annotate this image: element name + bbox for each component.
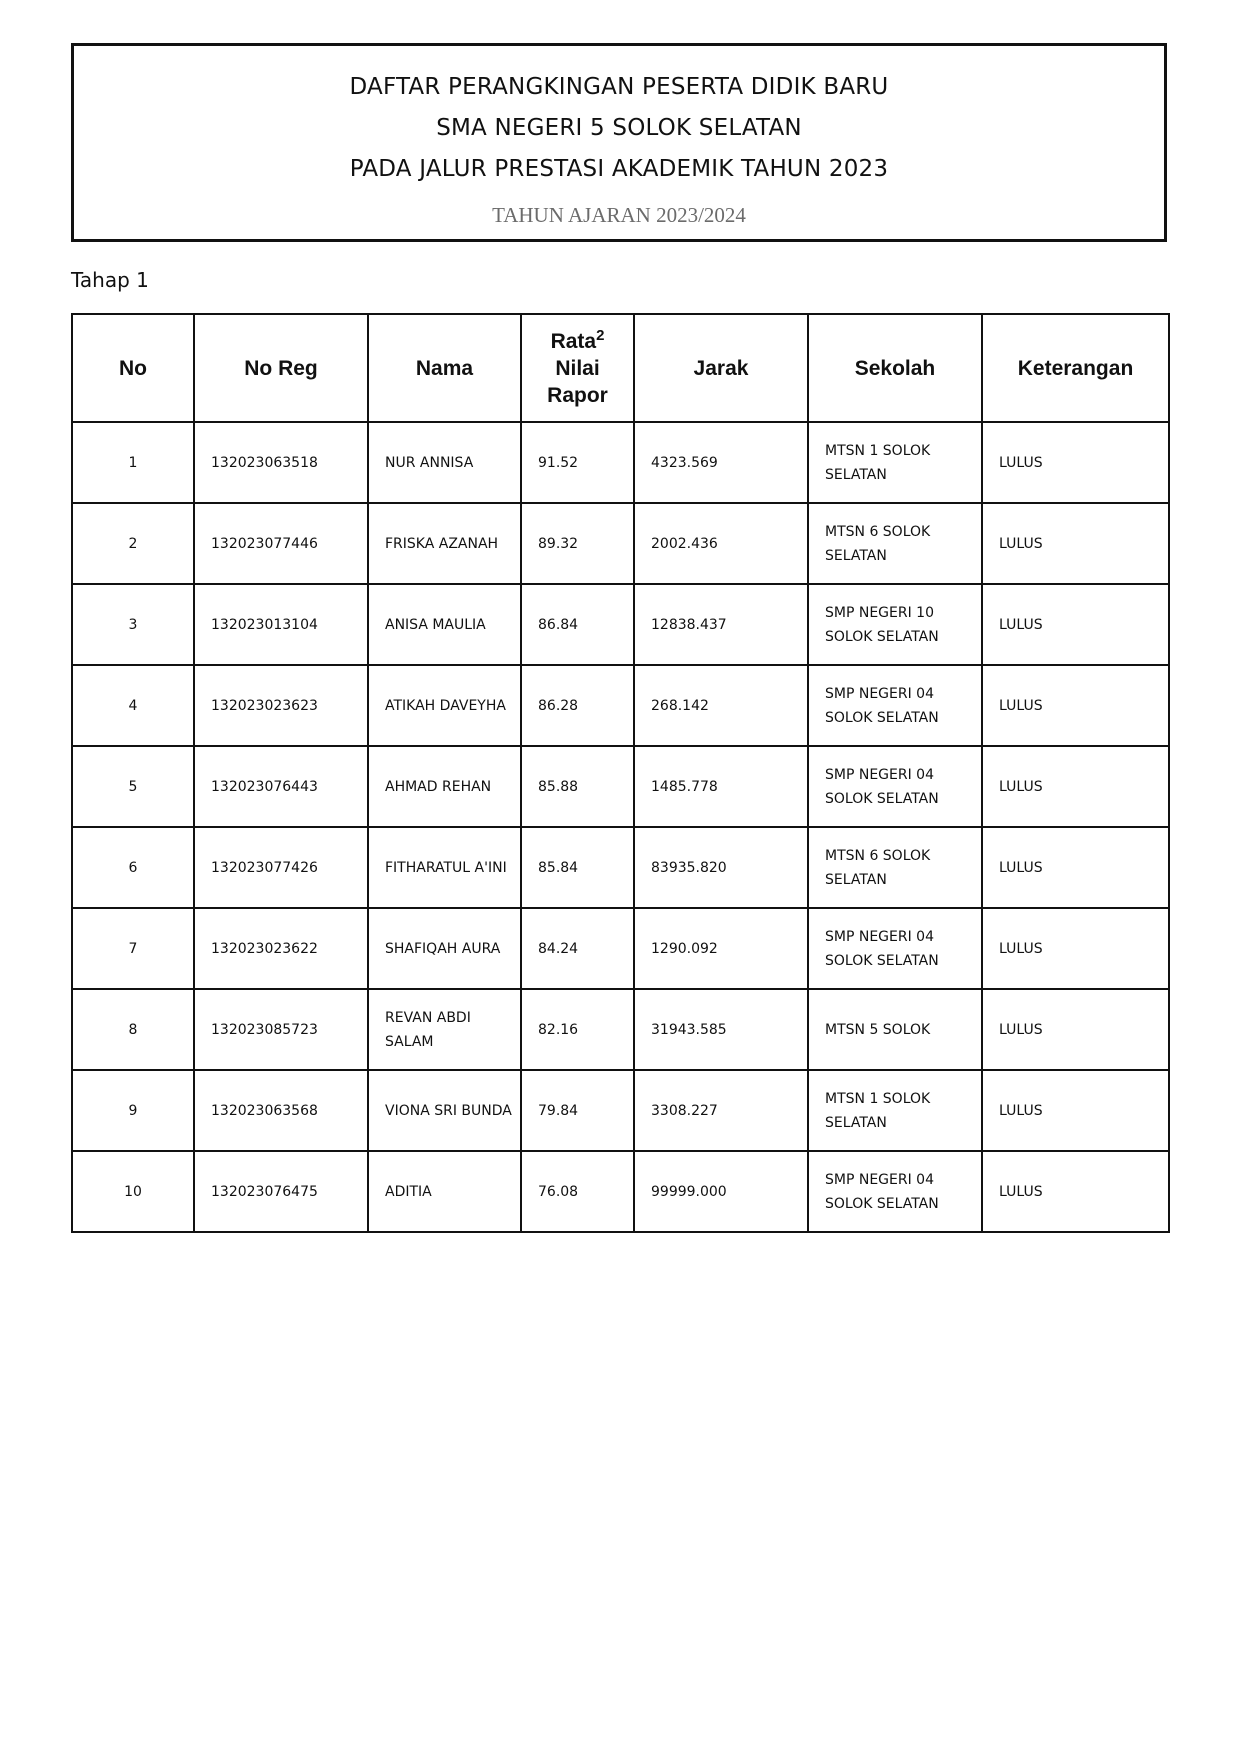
cell-rata: 89.32 — [521, 503, 634, 584]
stage-label: Tahap 1 — [71, 268, 149, 292]
cell-jarak: 83935.820 — [634, 827, 808, 908]
cell-keterangan: LULUS — [982, 665, 1169, 746]
cell-no-reg: 132023063568 — [194, 1070, 368, 1151]
cell-rata: 79.84 — [521, 1070, 634, 1151]
header-average-part3: Rapor — [547, 383, 608, 407]
cell-sekolah: SMP NEGERI 04 SOLOK SELATAN — [808, 908, 982, 989]
cell-jarak: 1290.092 — [634, 908, 808, 989]
cell-sekolah: SMP NEGERI 04 SOLOK SELATAN — [808, 665, 982, 746]
cell-jarak: 31943.585 — [634, 989, 808, 1070]
cell-keterangan: LULUS — [982, 827, 1169, 908]
header-average-superscript: 2 — [596, 326, 605, 344]
cell-rata: 85.84 — [521, 827, 634, 908]
cell-no: 7 — [72, 908, 194, 989]
header-average-part1: Rata — [550, 329, 597, 353]
table-row — [72, 1070, 1169, 1151]
header-keterangan: Keterangan — [982, 314, 1169, 422]
cell-keterangan: LULUS — [982, 908, 1169, 989]
cell-no-reg: 132023023623 — [194, 665, 368, 746]
header-sekolah: Sekolah — [808, 314, 982, 422]
cell-rata: 84.24 — [521, 908, 634, 989]
cell-jarak: 2002.436 — [634, 503, 808, 584]
table-row — [72, 989, 1169, 1070]
cell-keterangan: LULUS — [982, 989, 1169, 1070]
cell-no: 10 — [72, 1151, 194, 1232]
cell-rata: 85.88 — [521, 746, 634, 827]
cell-sekolah: SMP NEGERI 04 SOLOK SELATAN — [808, 746, 982, 827]
cell-sekolah: MTSN 1 SOLOK SELATAN — [808, 1070, 982, 1151]
cell-sekolah: SMP NEGERI 10 SOLOK SELATAN — [808, 584, 982, 665]
ranking-table — [71, 313, 1170, 1233]
header-no-reg: No Reg — [194, 314, 368, 422]
cell-jarak: 4323.569 — [634, 422, 808, 503]
table-row — [72, 746, 1169, 827]
cell-sekolah: MTSN 6 SOLOK SELATAN — [808, 827, 982, 908]
cell-keterangan: LULUS — [982, 422, 1169, 503]
cell-no-reg: 132023023622 — [194, 908, 368, 989]
cell-nama: ATIKAH DAVEYHA — [368, 665, 521, 746]
header-jarak: Jarak — [634, 314, 808, 422]
cell-no: 3 — [72, 584, 194, 665]
cell-nama: FITHARATUL A'INI — [368, 827, 521, 908]
cell-no-reg: 132023076443 — [194, 746, 368, 827]
table-row — [72, 827, 1169, 908]
cell-nama: ADITIA — [368, 1151, 521, 1232]
cell-jarak: 268.142 — [634, 665, 808, 746]
cell-no-reg: 132023085723 — [194, 989, 368, 1070]
cell-no-reg: 132023076475 — [194, 1151, 368, 1232]
cell-nama: VIONA SRI BUNDA — [368, 1070, 521, 1151]
cell-no: 6 — [72, 827, 194, 908]
cell-no: 1 — [72, 422, 194, 503]
cell-rata: 76.08 — [521, 1151, 634, 1232]
cell-keterangan: LULUS — [982, 1070, 1169, 1151]
table-row — [72, 665, 1169, 746]
cell-jarak: 99999.000 — [634, 1151, 808, 1232]
cell-keterangan: LULUS — [982, 1151, 1169, 1232]
cell-nama: AHMAD REHAN — [368, 746, 521, 827]
cell-rata: 86.28 — [521, 665, 634, 746]
cell-sekolah: SMP NEGERI 04 SOLOK SELATAN — [808, 1151, 982, 1232]
cell-jarak: 1485.778 — [634, 746, 808, 827]
header-no: No — [72, 314, 194, 422]
table-row — [72, 908, 1169, 989]
cell-jarak: 12838.437 — [634, 584, 808, 665]
header-average-score — [521, 314, 634, 422]
cell-nama: REVAN ABDI SALAM — [368, 989, 521, 1070]
cell-keterangan: LULUS — [982, 746, 1169, 827]
table-row — [72, 1151, 1169, 1232]
cell-keterangan: LULUS — [982, 503, 1169, 584]
cell-no: 9 — [72, 1070, 194, 1151]
cell-keterangan: LULUS — [982, 584, 1169, 665]
document-header — [71, 43, 1167, 242]
cell-no: 4 — [72, 665, 194, 746]
cell-nama: NUR ANNISA — [368, 422, 521, 503]
cell-no-reg: 132023063518 — [194, 422, 368, 503]
cell-rata: 86.84 — [521, 584, 634, 665]
header-title-line1: DAFTAR PERANGKINGAN PESERTA DIDIK BARU — [349, 74, 889, 100]
cell-no: 5 — [72, 746, 194, 827]
table-row — [72, 584, 1169, 665]
cell-rata: 82.16 — [521, 989, 634, 1070]
cell-sekolah: MTSN 5 SOLOK — [808, 989, 982, 1070]
header-nama: Nama — [368, 314, 521, 422]
header-academic-year: TAHUN AJARAN 2023/2024 — [492, 203, 746, 227]
header-average-part2: Nilai — [555, 356, 600, 380]
cell-nama: FRISKA AZANAH — [368, 503, 521, 584]
cell-sekolah: MTSN 1 SOLOK SELATAN — [808, 422, 982, 503]
cell-no-reg: 132023077446 — [194, 503, 368, 584]
header-title-line3: PADA JALUR PRESTASI AKADEMIK TAHUN 2023 — [349, 156, 889, 182]
cell-no-reg: 132023077426 — [194, 827, 368, 908]
cell-sekolah: MTSN 6 SOLOK SELATAN — [808, 503, 982, 584]
cell-rata: 91.52 — [521, 422, 634, 503]
cell-no: 2 — [72, 503, 194, 584]
cell-nama: SHAFIQAH AURA — [368, 908, 521, 989]
table-header-row — [72, 314, 1169, 422]
cell-nama: ANISA MAULIA — [368, 584, 521, 665]
cell-no-reg: 132023013104 — [194, 584, 368, 665]
header-school-name: SMA NEGERI 5 SOLOK SELATAN — [436, 115, 802, 141]
cell-no: 8 — [72, 989, 194, 1070]
table-row — [72, 422, 1169, 503]
table-row — [72, 503, 1169, 584]
cell-jarak: 3308.227 — [634, 1070, 808, 1151]
